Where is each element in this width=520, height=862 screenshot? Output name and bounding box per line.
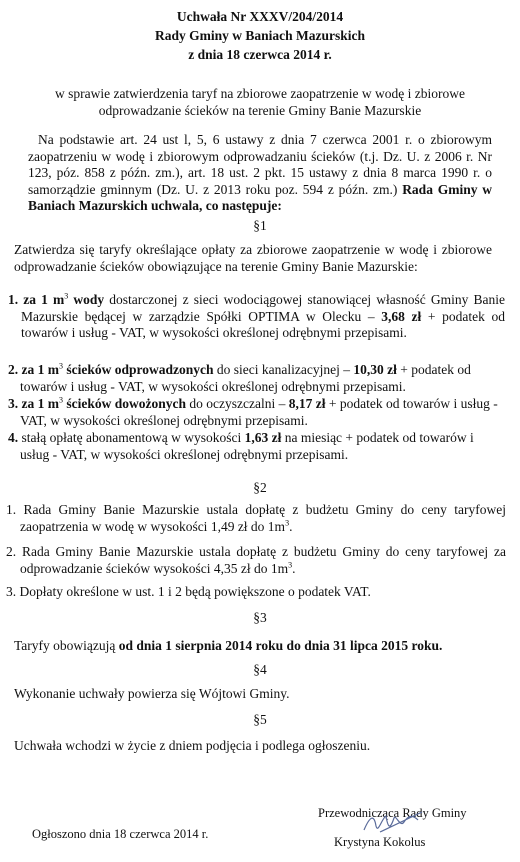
- preamble-bold: Rada Gminy w Baniach Mazurskich uchwala, co następuje:: [28, 181, 493, 213]
- item-desc: stałą opłatę abonamentową w wysokości: [21, 430, 242, 445]
- item-number: 1.: [8, 292, 19, 307]
- item-desc: do sieci kanalizacyjnej –: [213, 362, 350, 377]
- subsidy-item-2: [6, 544, 506, 577]
- tariff-item-4: [8, 430, 504, 463]
- section-5-text: Uchwała wchodzi w życie z dniem podjęcia i podlega ogłoszeniu.: [14, 738, 371, 753]
- item-unit: za 1 m: [21, 362, 59, 377]
- item-price: 8,17 zł: [285, 396, 326, 411]
- subsidy-text: 1. Rada Gminy Banie Mazurskie ustala dopłatę z budżetu Gminy do ceny taryfowej zaopatrzenia w wodę w wysokości 1,49 zł do 1m: [6, 502, 506, 534]
- subsidy-unit-exp: 3: [285, 518, 290, 527]
- validity-dates: od dnia 1 sierpnia 2014 roku do dnia 31 lipca 2015 roku.: [115, 638, 443, 653]
- section-4-title: §4: [253, 662, 267, 677]
- subsidy-end: .: [292, 560, 296, 576]
- item-number: 2.: [8, 362, 19, 377]
- subsidy-item-1: [6, 502, 506, 535]
- tariff-item-3: [8, 396, 504, 429]
- council-name: Rady Gminy w Baniach Mazurskich: [154, 28, 366, 43]
- section-3-title: §3: [253, 610, 267, 625]
- resolution-date: z dnia 18 czerwca 2014 r.: [188, 47, 332, 62]
- chair-title: Przewodnicząca Rady Gminy: [318, 806, 467, 820]
- item-kind: ścieków dowożonych: [63, 396, 187, 411]
- item-price: 3,68 zł: [374, 308, 422, 324]
- section-1-intro: Zatwierdza się taryfy określające opłaty za zbiorowe zaopatrzenie w wodę i zbiorowe odprowadzanie ścieków obowiązujące na terenie Gminy Banie Mazurskie:: [14, 242, 492, 274]
- section-2-title: §2: [253, 480, 267, 495]
- tariff-item-1: [8, 292, 505, 342]
- item-kind: ścieków odprowadzonych: [63, 362, 214, 377]
- resolution-subject: w sprawie zatwierdzenia taryf na zbiorowe zaopatrzenie w wodę i zbiorowe odprowadzanie ścieków na terenie Gminy Banie Mazurskie: [54, 86, 466, 118]
- subsidy-item-3: [6, 584, 492, 601]
- item-desc: do oczyszczalni –: [186, 396, 286, 411]
- subsidy-unit-exp: 3: [288, 560, 293, 569]
- item-kind: wody: [68, 292, 105, 307]
- subsidy-text: 2. Rada Gminy Banie Mazurskie ustala dopłatę z budżetu Gminy do ceny taryfowej za odprowadzanie ścieków wysokości 4,35 zł do 1m: [6, 544, 506, 576]
- item-tax: na miesiąc + podatek od towarów i usług - VAT, w wysokości określonej odrębnymi przepisami.: [20, 430, 474, 462]
- subsidy-end: .: [289, 518, 293, 534]
- resolution-number: Uchwała Nr XXXV/204/2014: [176, 9, 344, 24]
- item-price: 1,63 zł: [241, 430, 282, 445]
- subsidy-text: 3. Dopłaty określone w ust. 1 i 2 będą powiększone o podatek VAT.: [6, 584, 371, 599]
- section-1-title: §1: [253, 218, 267, 233]
- item-tax: + podatek od towarów i usług - VAT, w wysokości określonej odrębnymi przepisami.: [21, 308, 505, 340]
- section-3-text: [14, 638, 504, 655]
- item-number: 3.: [8, 396, 19, 411]
- item-number: 4.: [8, 430, 19, 445]
- item-unit-exp: 3: [59, 395, 63, 405]
- item-tax: + podatek od towarów i usług - VAT, w wysokości określonej odrębnymi przepisami.: [20, 396, 498, 428]
- announcement-date: Ogłoszono dnia 18 czerwca 2014 r.: [32, 827, 209, 841]
- item-tax: + podatek od towarów i usług - VAT, w wysokości określonej odrębnymi przepisami.: [20, 362, 471, 394]
- tariff-item-2: [8, 362, 504, 395]
- preamble: [28, 132, 492, 215]
- section-5-title: §5: [253, 712, 267, 727]
- preamble-text: Na podstawie art. 24 ust l, 5, 6 ustawy z dnia 7 czerwca 2001 r. o zbiorowym zaopatrzeniu w wodę i zbiorowym odprowadzaniu ścieków (t.j. Dz. U. z 2006 r. Nr 123, póz. 858 z późn. zm.), art. 18 ust. 2 pkt. 15 ustawy z dnia 8 marca 1990 r. o samorządzie gminnym (Dz. U. z 2013 roku poz. 594 z późn. zm.): [28, 132, 492, 197]
- item-unit: za 1 m: [23, 292, 65, 307]
- item-unit: za 1 m: [21, 396, 59, 411]
- validity-text: Taryfy obowiązują: [14, 638, 116, 653]
- item-unit-exp: 3: [64, 291, 69, 301]
- item-desc: dostarczonej z sieci wodociągowej stanowiącej własność Gminy Banie Mazurskie będącej w zarządzie Spółki OPTIMA w Olecku –: [21, 292, 505, 324]
- handwritten-signature: [360, 808, 430, 838]
- chair-name: Krystyna Kokolus: [334, 835, 426, 849]
- item-unit-exp: 3: [59, 361, 63, 371]
- item-price: 10,30 zł: [349, 362, 397, 377]
- section-4-text: Wykonanie uchwały powierza się Wójtowi Gminy.: [14, 686, 290, 701]
